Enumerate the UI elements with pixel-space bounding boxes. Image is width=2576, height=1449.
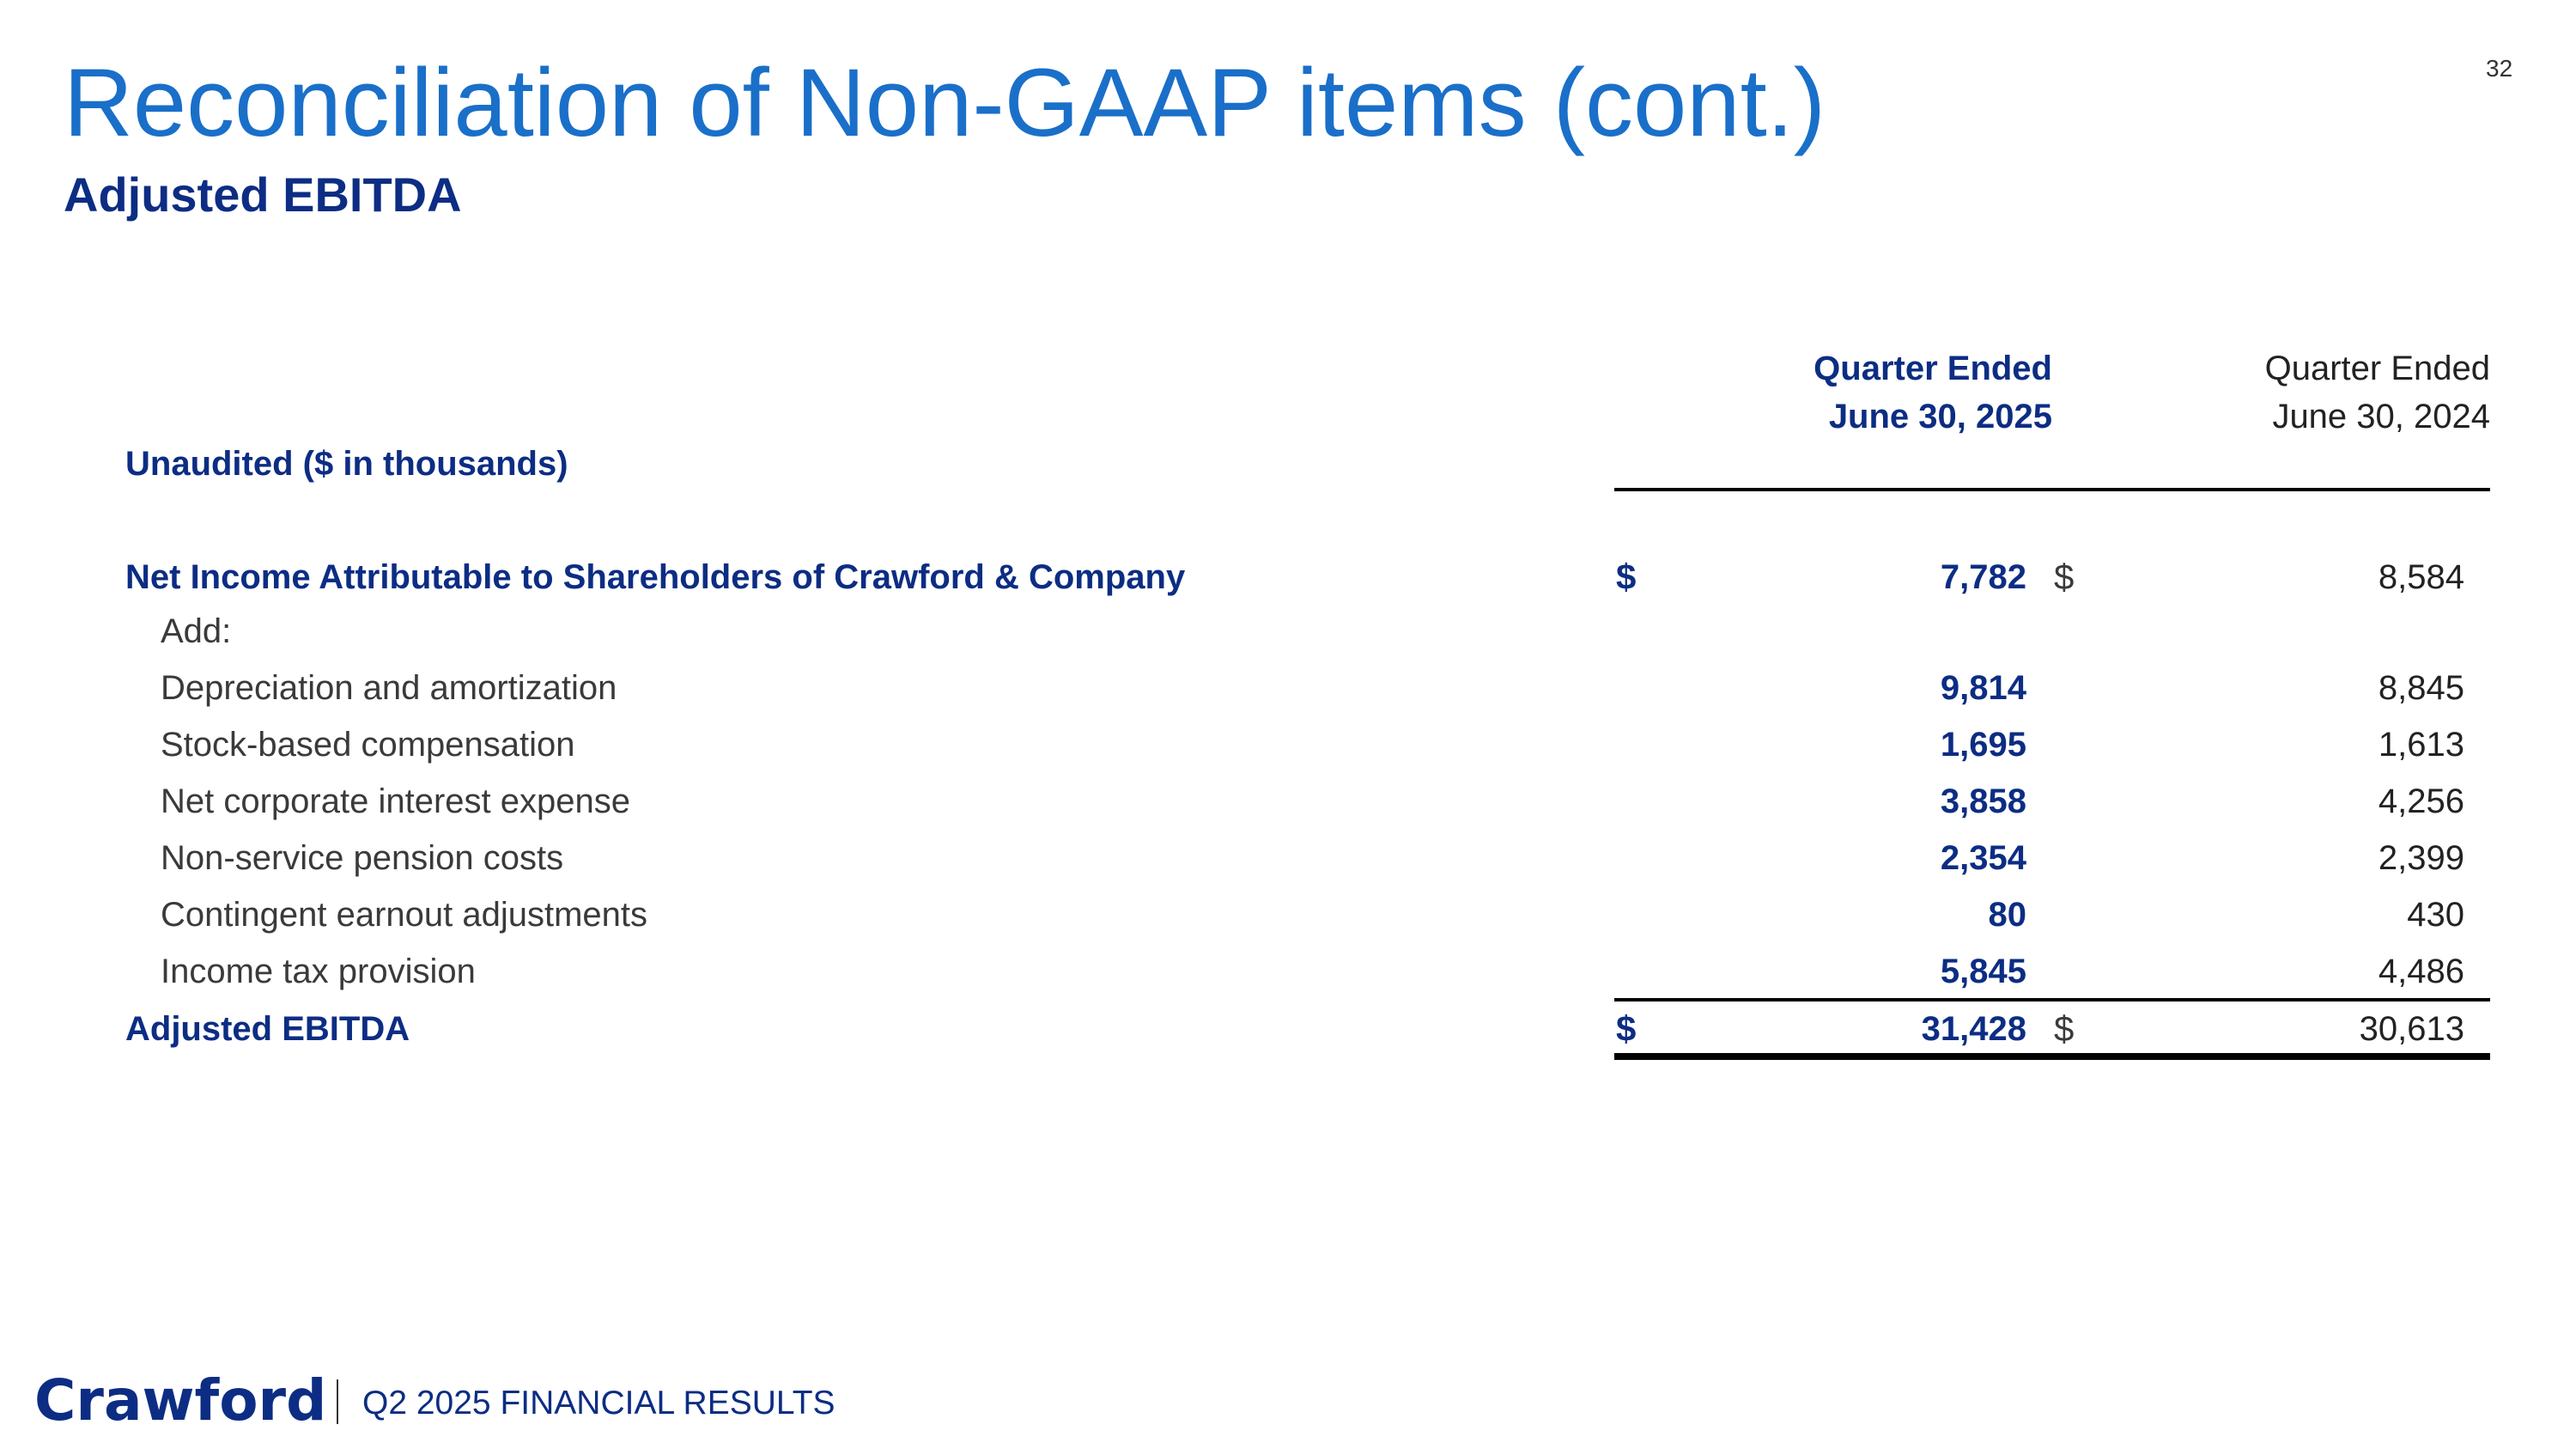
prior-value: 4,256 (2378, 782, 2464, 820)
table-row-add (0, 606, 2576, 657)
currency-symbol-current: $ (1616, 557, 1637, 597)
prior-value: 8,584 (2378, 558, 2464, 596)
prior-value: 1,613 (2378, 726, 2464, 764)
table-row (0, 946, 2576, 997)
subtotal-rule (1614, 998, 2490, 1002)
prior-value: 30,613 (2359, 1010, 2464, 1048)
prior-value: 430 (2407, 896, 2464, 934)
current-period-header-line1: Quarter Ended (1814, 350, 2052, 387)
currency-symbol-prior: $ (2054, 557, 2075, 597)
table-row (0, 776, 2576, 827)
row-label: Stock-based compensation (161, 726, 575, 764)
row-label: Contingent earnout adjustments (161, 896, 648, 934)
current-value: 80 (1988, 896, 2026, 934)
table-row-net-income (0, 551, 2576, 603)
crawford-logo: Crawford (34, 1367, 327, 1434)
current-value: 7,782 (1940, 558, 2026, 596)
table-row-adjusted-ebitda (0, 1003, 2576, 1055)
row-label: Add: (161, 612, 232, 650)
row-label: Depreciation and amortization (161, 669, 617, 707)
table-row (0, 889, 2576, 941)
units-label: Unaudited ($ in thousands) (125, 445, 568, 483)
page-subtitle: Adjusted EBITDA (64, 167, 462, 222)
footer-text: Q2 2025 FINANCIAL RESULTS (362, 1385, 835, 1422)
current-value: 9,814 (1940, 669, 2026, 707)
current-value: 3,858 (1940, 782, 2026, 820)
current-value: 5,845 (1940, 953, 2026, 990)
table-row (0, 662, 2576, 714)
row-label: Adjusted EBITDA (125, 1010, 410, 1048)
prior-value: 8,845 (2378, 669, 2464, 707)
footer-divider (337, 1379, 338, 1424)
prior-period-header-line2: June 30, 2024 (2272, 398, 2490, 435)
prior-period-header (2147, 344, 2490, 441)
total-double-rule (1614, 1053, 2490, 1060)
row-label: Net corporate interest expense (161, 782, 630, 820)
table-row (0, 832, 2576, 884)
current-value: 2,354 (1940, 839, 2026, 877)
current-value: 31,428 (1921, 1010, 2026, 1048)
header-rule (1614, 488, 2490, 491)
current-period-header (1700, 344, 2052, 441)
currency-symbol-current: $ (1616, 1008, 1637, 1049)
prior-period-header-line1: Quarter Ended (2264, 350, 2490, 387)
currency-symbol-prior: $ (2054, 1008, 2075, 1049)
prior-value: 4,486 (2378, 953, 2464, 990)
current-period-header-line2: June 30, 2025 (1828, 398, 2052, 435)
row-label: Net Income Attributable to Shareholders of Crawford & Company (125, 558, 1186, 596)
page-title: Reconciliation of Non-GAAP items (cont.) (64, 49, 1826, 156)
table-row (0, 719, 2576, 770)
prior-value: 2,399 (2378, 839, 2464, 877)
row-label: Income tax provision (161, 953, 476, 990)
row-label: Non-service pension costs (161, 839, 564, 877)
page-number: 32 (2486, 55, 2513, 82)
current-value: 1,695 (1940, 726, 2026, 764)
